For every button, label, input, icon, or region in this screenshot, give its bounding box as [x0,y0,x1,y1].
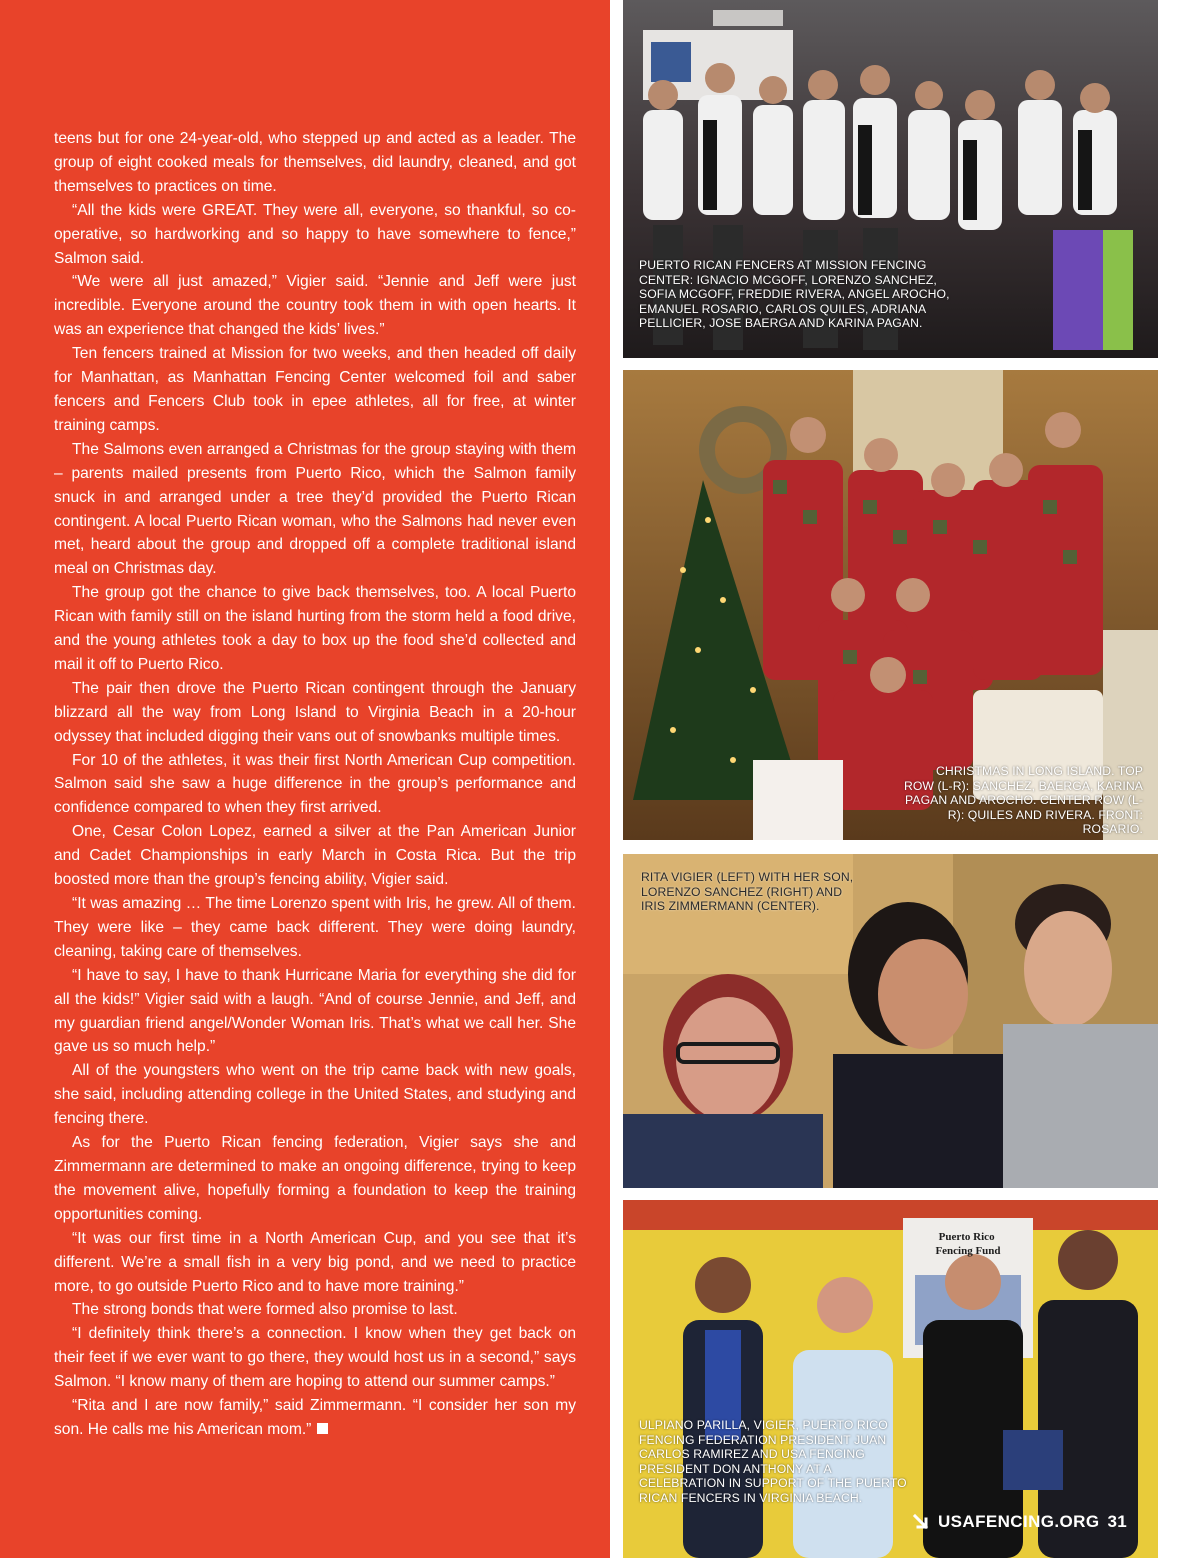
caption-mission: PUERTO RICAN FENCERS AT MISSION FENCING CENTER: IGNACIO MCGOFF, LORENZO SANCHEZ, SOFIA MCGOFF, FREDDIE RIVERA, ANGEL AROCHO, EMANUEL ROSARIO, CARLOS QUILES, ADRIANA PELLICIER, JOSE BAERGA AND KARINA PAGAN. [639,258,950,331]
photo-christmas-long-island [623,370,1158,840]
poster-text-line-2: Fencing Fund [935,1245,1001,1257]
photo-celebration-virginia-beach [623,1200,1158,1558]
article-paragraph-text: “Rita and I are now family,” said Zimmermann. “I consider her son my son. He calls me his American mom.” [54,1397,576,1438]
article-body [54,127,576,1442]
article-paragraph: “I have to say, I have to thank Hurricane Maria for everything she did for all the kids!” Vigier said with a laugh. “And of course Jennie, and Jeff, and my guardian friend angel/Wonder Woman Iris. That’s what we call her. She gave us so much help.” [54,966,576,1056]
article-paragraph: teens but for one 24-year-old, who stepped up and acted as a leader. The group of eight cooked meals for themselves, did laundry, cleaned, and got themselves to practices on time. [54,130,576,195]
article-paragraph: Ten fencers trained at Mission for two weeks, and then headed off daily for Manhattan, as Manhattan Fencing Center welcomed foil and saber fencers and Fencers Club took in epee athletes, all for free, at winter training camps. [54,345,576,434]
photo-selfie [623,854,1158,1188]
photo-mission-fencing-center [623,0,1158,358]
caption-christmas: CHRISTMAS IN LONG ISLAND. TOP ROW (L-R): SANCHEZ, BAERGA, KARINA PAGAN AND AROCHO. CENTER ROW (L-R): QUILES AND RIVERA. FRONT: ROSARIO. [903,764,1143,837]
article-paragraph: For 10 of the athletes, it was their first North American Cup competition. Salmon said she saw a huge difference in the group’s performance and confidence compared to when they first arrived. [54,751,576,817]
article-paragraph: “We were all just amazed,” Vigier said. “Jennie and Jeff were just incredible. Everyone around the country took them in with open hearts. It was an experience that changed the kids’ lives.” [54,273,576,339]
caption-celebration: ULPIANO PARILLA, VIGIER, PUERTO RICO FENCING FEDERATION PRESIDENT JUAN CARLOS RAMIREZ AND USA FENCING PRESIDENT DON ANTHONY AT A CELEBRATION IN SUPPORT OF THE PUERTO RICAN FENCERS IN VIRGINIA BEACH. [639,1418,907,1505]
article-paragraph: The Salmons even arranged a Christmas for the group staying with them – parents mailed presents from Puerto Rico, which the Salmon family snuck in and arranged under a tree they’d provided the Puerto Rican contingent. A local Puerto Rican woman, who the Salmons had never even met, heard about the group and dropped off a complete traditional island meal on Christmas day. [54,440,576,578]
caption-selfie: RITA VIGIER (LEFT) WITH HER SON, LORENZO SANCHEZ (RIGHT) AND IRIS ZIMMERMANN (CENTER). [641,870,854,914]
article-paragraph: “It was amazing … The time Lorenzo spent with Iris, he grew. All of them. They were like – they came back different. They were doing laundry, cleaning, taking care of themselves. [54,895,576,960]
footer-site-link[interactable]: USAFENCING.ORG [938,1512,1100,1531]
article-paragraph: “It was our first time in a North American Cup, and you see that it’s different. We’re a small fish in a very big pond, and we need to practice more, to go outside Puerto Rico and to have more training.” [54,1229,576,1295]
arrow-down-right-icon [912,1513,930,1531]
article-paragraph: The group got the chance to give back themselves, too. A local Puerto Rican with family still on the island hurting from the storm held a food drive, and the young athletes took a day to box up the food she’d collected and mail it off to Puerto Rico. [54,584,576,673]
article-paragraph: All of the youngsters who went on the trip came back with new goals, she said, including attending college in the United States, and studying and fencing there. [54,1062,576,1128]
article-paragraph-last [54,1394,576,1442]
article-paragraph: The pair then drove the Puerto Rican contingent through the January blizzard all the way from Long Island to Virginia Beach in a 20-hour odyssey that included digging their vans out of snowbanks multiple times. [54,679,576,745]
article-paragraph: One, Cesar Colon Lopez, earned a silver at the Pan American Junior and Cadet Championships in early March in Costa Rica. But the trip boosted more than the group’s fencing ability, Vigier said. [54,823,576,889]
end-of-story-mark [317,1423,328,1434]
poster-text-line-1: Puerto Rico [938,1231,995,1243]
page-footer [912,1508,1152,1536]
article-paragraph: As for the Puerto Rican fencing federation, Vigier says she and Zimmermann are determined to make an ongoing difference, trying to keep the movement alive, hopefully forming a foundation to keep the training opportunities coming. [54,1134,576,1223]
article-paragraph: “All the kids were GREAT. They were all, everyone, so thankful, so co-operative, so hardworking and so happy to have somewhere to fence,” Salmon said. [54,201,576,267]
article-paragraph: The strong bonds that were formed also promise to last. [72,1301,458,1319]
page-number: 31 [1107,1512,1128,1531]
article-paragraph: “I definitely think there’s a connection. I know when they get back on their feet if we ever want to go there, they would host us in a second,” says Salmon. “I know many of them are hoping to attend our summer camps.” [54,1325,576,1391]
